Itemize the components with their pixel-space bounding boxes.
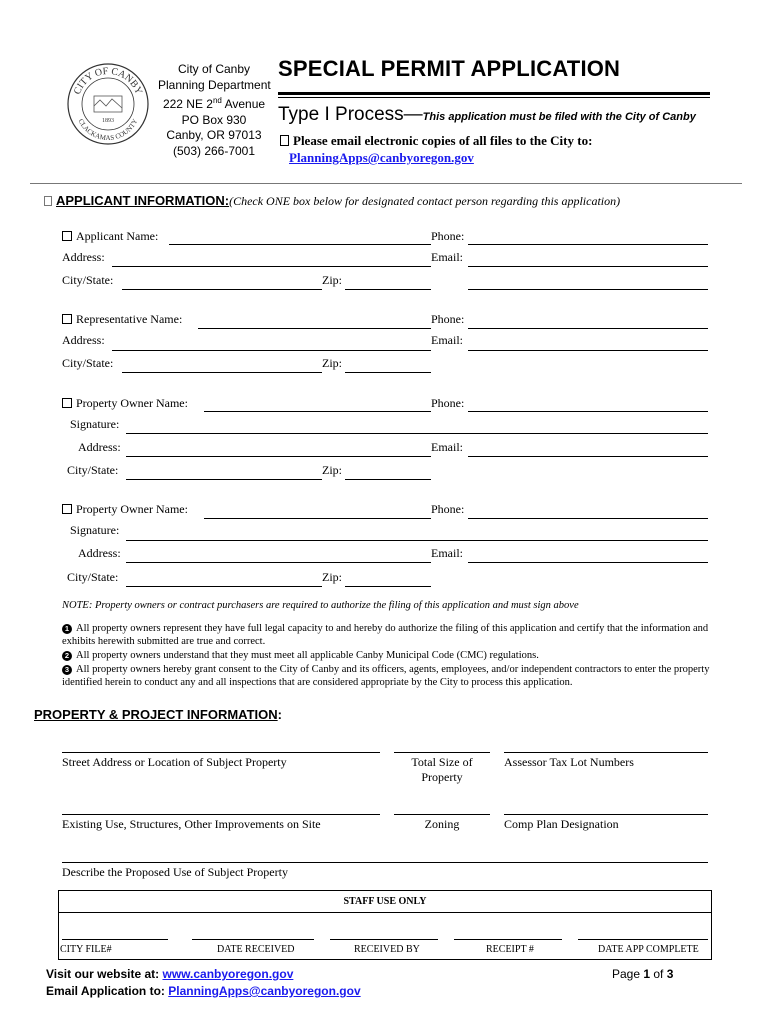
po-box: PO Box 930 bbox=[181, 112, 247, 127]
owner-note: NOTE: Property owners or contract purchasers are required to authorize the filing of this application and must sign above bbox=[62, 600, 579, 611]
date-received-field[interactable] bbox=[192, 939, 314, 940]
number-one-icon: 1 bbox=[62, 624, 72, 634]
owner1-address-field[interactable] bbox=[126, 456, 431, 457]
owner1-email-field[interactable] bbox=[468, 456, 708, 457]
number-two-icon: 2 bbox=[62, 651, 72, 661]
owner1-phone-label: Phone: bbox=[431, 396, 465, 410]
applicant-address-label: Address: bbox=[62, 250, 105, 264]
zoning-field[interactable] bbox=[394, 814, 490, 815]
owner1-name-label: Property Owner Name: bbox=[62, 396, 188, 411]
applicant-phone-label: Phone: bbox=[431, 229, 465, 243]
existing-use-field[interactable] bbox=[62, 814, 380, 815]
owner2-email-field[interactable] bbox=[468, 562, 708, 563]
owner2-signature-field[interactable] bbox=[126, 540, 708, 541]
owner1-signature-field[interactable] bbox=[126, 433, 708, 434]
type-line bbox=[278, 104, 696, 126]
email-link[interactable]: PlanningApps@canbyoregon.gov bbox=[289, 150, 474, 165]
applicant-email-label: Email: bbox=[431, 250, 463, 264]
box-icon bbox=[280, 135, 289, 146]
certification-item-2: 2 All property owners understand that they must meet all applicable Canby Municipal Code (CMC) regulations. bbox=[62, 649, 712, 662]
page-title: SPECIAL PERMIT APPLICATION bbox=[278, 56, 621, 81]
applicant-phone-field[interactable] bbox=[468, 244, 708, 245]
department-name: Planning Department bbox=[158, 77, 271, 92]
city-phone: (503) 266-7001 bbox=[172, 143, 256, 158]
received-by-label: RECEIVED BY bbox=[354, 944, 420, 955]
applicant-zip-label: Zip: bbox=[322, 273, 342, 287]
header-divider bbox=[30, 183, 742, 184]
representative-email-field[interactable] bbox=[468, 350, 708, 351]
applicant-email-field[interactable] bbox=[468, 266, 708, 267]
representative-email-label: Email: bbox=[431, 333, 463, 347]
receipt-field[interactable] bbox=[454, 939, 562, 940]
owner2-name-label: Property Owner Name: bbox=[62, 502, 188, 517]
street-address-field[interactable] bbox=[62, 752, 380, 753]
owner2-zip-label: Zip: bbox=[322, 570, 342, 584]
certification-item-3: 3 All property owners hereby grant consent to the City of Canby and its officers, agents, employees, and/or independent contractors to enter the property identified herein to conduct any and all inspections that are considered appropriate by the City to process this application. bbox=[62, 664, 710, 688]
representative-zip-label: Zip: bbox=[322, 356, 342, 370]
received-by-field[interactable] bbox=[330, 939, 438, 940]
applicant-address-field[interactable] bbox=[112, 266, 431, 267]
representative-checkbox[interactable] bbox=[62, 314, 72, 324]
box-icon bbox=[44, 196, 52, 206]
representative-phone-field[interactable] bbox=[468, 328, 708, 329]
representative-zip-field[interactable] bbox=[345, 372, 431, 373]
total-size-field[interactable] bbox=[394, 752, 490, 753]
footer-email: Email Application to: PlanningApps@canbyoregon.gov bbox=[46, 984, 361, 998]
applicant-name-label: Applicant Name: bbox=[62, 229, 158, 244]
seal-text-top: CITY OF CANBY bbox=[71, 65, 145, 97]
owner2-phone-label: Phone: bbox=[431, 502, 465, 516]
city-file-field[interactable] bbox=[62, 939, 168, 940]
comp-plan-label: Comp Plan Designation bbox=[504, 817, 619, 831]
owner1-zip-label: Zip: bbox=[322, 463, 342, 477]
assessor-field[interactable] bbox=[504, 752, 708, 753]
comp-plan-field[interactable] bbox=[504, 814, 708, 815]
website-link[interactable]: www.canbyoregon.gov bbox=[162, 967, 294, 981]
applicant-checkbox[interactable] bbox=[62, 231, 72, 241]
owner2-name-field[interactable] bbox=[204, 518, 431, 519]
date-complete-label: DATE APP COMPLETE bbox=[598, 944, 699, 955]
proposed-use-label: Describe the Proposed Use of Subject Property bbox=[62, 865, 288, 879]
date-received-label: DATE RECEIVED bbox=[217, 944, 295, 955]
type-main: Type I Process— bbox=[278, 104, 423, 125]
existing-use-label: Existing Use, Structures, Other Improvements on Site bbox=[62, 817, 321, 831]
svg-text:CITY OF CANBY bbox=[72, 66, 144, 96]
city-name: City of Canby bbox=[177, 62, 251, 76]
receipt-label: RECEIPT # bbox=[486, 944, 534, 955]
page-number: Page 1 of 3 bbox=[612, 967, 674, 981]
applicant-citystate-field[interactable] bbox=[122, 289, 322, 290]
applicant-extra-field[interactable] bbox=[468, 289, 708, 290]
representative-phone-label: Phone: bbox=[431, 312, 465, 326]
owner2-phone-field[interactable] bbox=[468, 518, 708, 519]
owner1-zip-field[interactable] bbox=[345, 479, 431, 480]
owner2-signature-label: Signature: bbox=[70, 523, 120, 537]
city-file-label: CITY FILE# bbox=[60, 944, 112, 955]
owner1-address-label: Address: bbox=[78, 440, 121, 454]
representative-address-label: Address: bbox=[62, 333, 105, 347]
title-rule bbox=[278, 92, 710, 95]
owner1-citystate-label: City/State: bbox=[67, 463, 119, 477]
type-sub: This application must be filed with the City of Canby bbox=[422, 111, 696, 123]
assessor-label: Assessor Tax Lot Numbers bbox=[504, 755, 634, 769]
certification-item-1: 1 All property owners represent they have full legal capacity to and hereby do authorize the filing of this application and certify that the information and exhibits herewith submitted are true and correct. bbox=[62, 623, 709, 647]
representative-name-field[interactable] bbox=[198, 328, 431, 329]
representative-citystate-label: City/State: bbox=[62, 356, 114, 370]
owner2-citystate-label: City/State: bbox=[67, 570, 119, 584]
owner1-checkbox[interactable] bbox=[62, 398, 72, 408]
footer-email-link[interactable]: PlanningApps@canbyoregon.gov bbox=[168, 984, 361, 998]
applicant-zip-field[interactable] bbox=[345, 289, 431, 290]
owner1-email-label: Email: bbox=[431, 440, 463, 454]
owner2-address-label: Address: bbox=[78, 546, 121, 560]
owner1-citystate-field[interactable] bbox=[126, 479, 322, 480]
staff-use-title: STAFF USE ONLY bbox=[59, 891, 711, 913]
city-zip: Canby, OR 97013 bbox=[166, 128, 262, 142]
applicant-citystate-label: City/State: bbox=[62, 273, 114, 287]
property-section-heading: PROPERTY & PROJECT INFORMATION: bbox=[34, 707, 282, 722]
owner2-citystate-field[interactable] bbox=[126, 586, 322, 587]
owner1-name-field[interactable] bbox=[204, 411, 431, 412]
footer-website: Visit our website at: www.canbyoregon.gov bbox=[46, 967, 294, 981]
street-line: 222 NE 2nd Avenue bbox=[162, 96, 266, 111]
title-rule-thin bbox=[278, 97, 710, 98]
owner2-address-field[interactable] bbox=[126, 562, 431, 563]
owner1-signature-label: Signature: bbox=[70, 417, 120, 431]
seal-text-bottom: CLACKAMAS COUNTY bbox=[76, 117, 140, 143]
representative-name-label: Representative Name: bbox=[62, 312, 182, 327]
applicant-section-heading: APPLICANT INFORMATION:(Check ONE box below for designated contact person regarding this application) bbox=[44, 193, 620, 209]
representative-citystate-field[interactable] bbox=[122, 372, 322, 373]
date-complete-field[interactable] bbox=[578, 939, 708, 940]
owner1-phone-field[interactable] bbox=[468, 411, 708, 412]
applicant-name-field[interactable] bbox=[169, 244, 431, 245]
number-three-icon: 3 bbox=[62, 665, 72, 675]
proposed-use-field[interactable] bbox=[62, 862, 708, 863]
seal-year: 1893 bbox=[102, 118, 114, 124]
email-instruction: Please email electronic copies of all files to the City to: bbox=[280, 133, 592, 149]
street-address-label: Street Address or Location of Subject Property bbox=[62, 755, 287, 769]
owner2-zip-field[interactable] bbox=[345, 586, 431, 587]
city-seal-logo bbox=[66, 62, 150, 146]
city-address-block bbox=[158, 62, 270, 159]
total-size-label: Total Size of Property bbox=[411, 755, 473, 784]
owner2-email-label: Email: bbox=[431, 546, 463, 560]
owner2-checkbox[interactable] bbox=[62, 504, 72, 514]
representative-address-field[interactable] bbox=[112, 350, 431, 351]
zoning-label: Zoning bbox=[424, 817, 460, 831]
